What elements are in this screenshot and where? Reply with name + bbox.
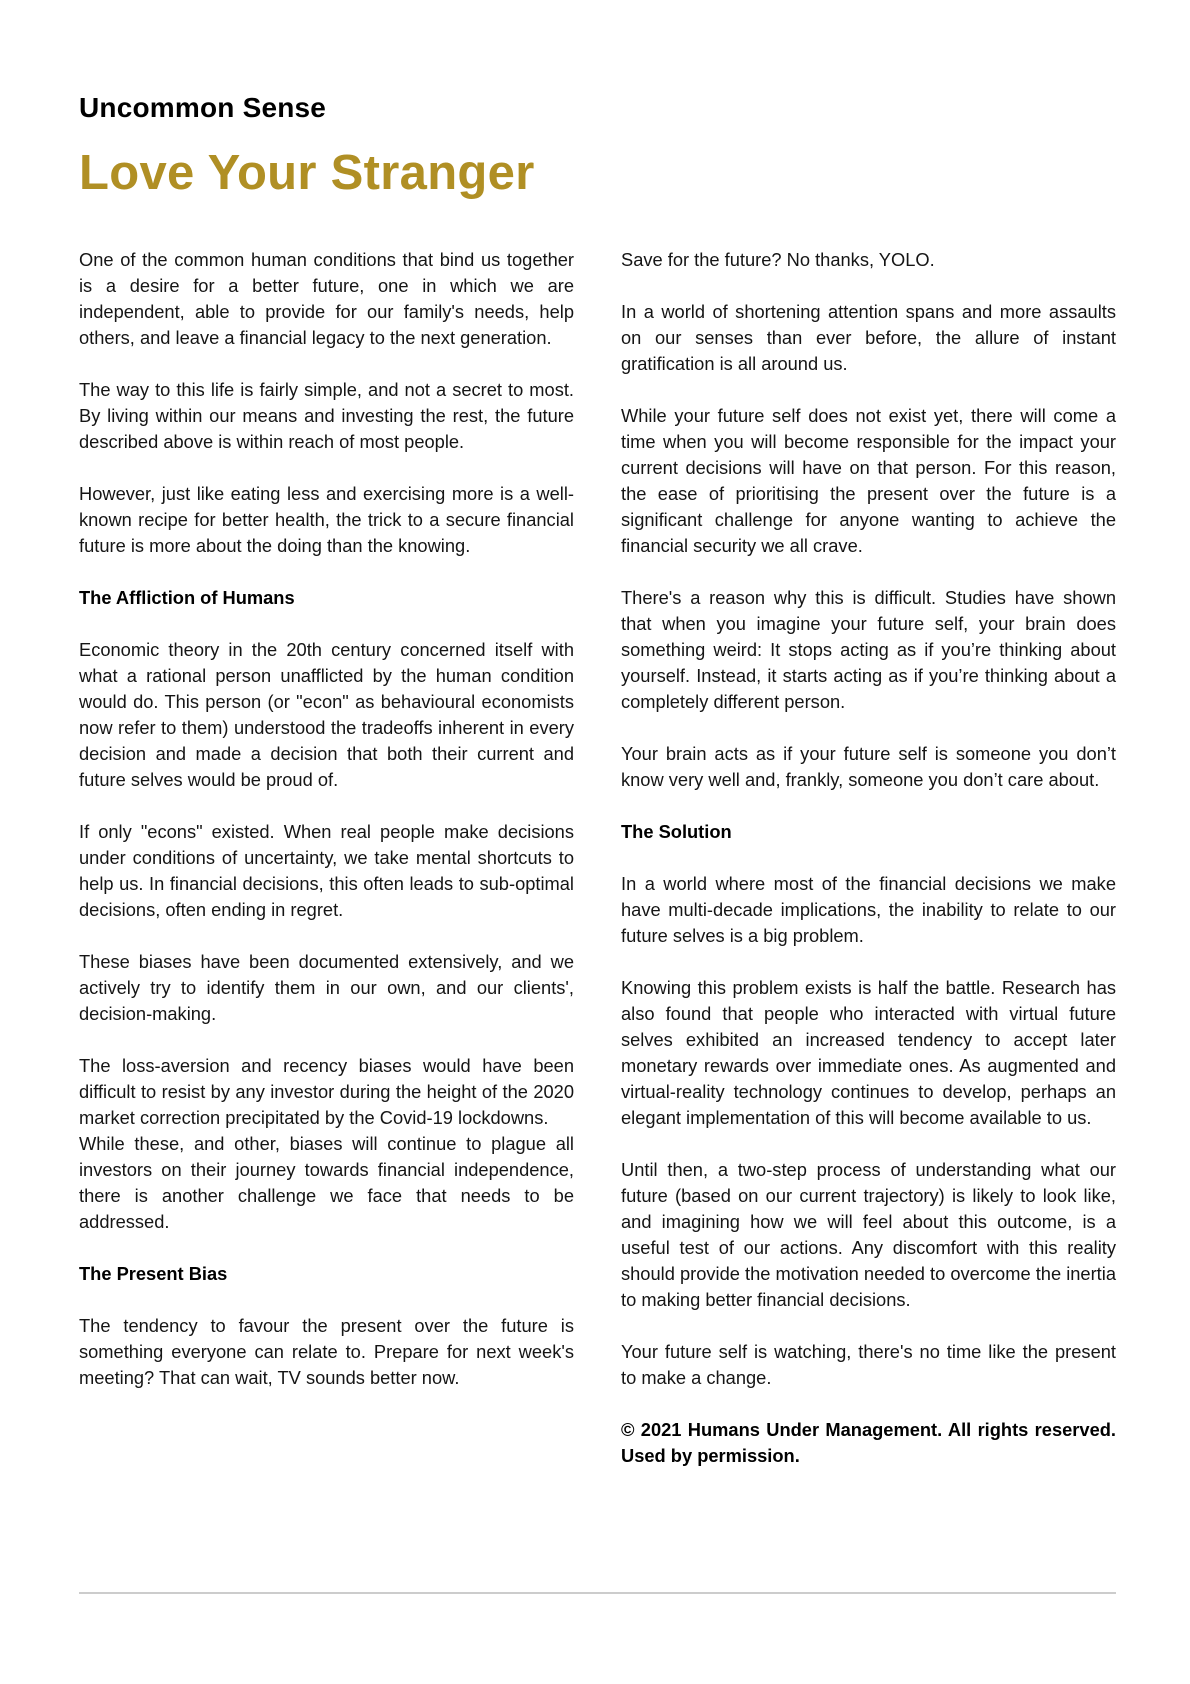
section-heading-present-bias: The Present Bias: [79, 1263, 228, 1284]
article-body: [79, 247, 1116, 1495]
paragraph: However, just like eating less and exercising more is a well-known recipe for better health, the trick to a secure financial future is more about the doing than the knowing.: [79, 483, 574, 556]
paragraph: Economic theory in the 20th century concerned itself with what a rational person unafflicted by the human condition would do. This person (or "econ" as behavioural economists now refer to them) understood the tradeoffs inherent in every decision and made a decision that both their current and future selves would be proud of.: [79, 639, 574, 790]
section-heading-affliction: The Affliction of Humans: [79, 587, 295, 608]
footer-divider: [79, 1592, 1116, 1594]
copyright-notice: © 2021 Humans Under Management. All rights reserved. Used by permission.: [621, 1419, 1116, 1466]
paragraph: These biases have been documented extensively, and we actively try to identify them in our own, and our clients', decision-making.: [79, 951, 574, 1024]
paragraph: In a world where most of the financial decisions we make have multi-decade implications, the inability to relate to our future selves is a big problem.: [621, 873, 1116, 946]
left-column: [79, 247, 574, 1495]
paragraph: The tendency to favour the present over the future is something everyone can relate to. Prepare for next week's meeting? That can wait, TV sounds better now.: [79, 1315, 574, 1388]
paragraph: The loss-aversion and recency biases would have been difficult to resist by any investor during the height of the 2020 market correction precipitated by the Covid-19 lockdowns.: [79, 1055, 574, 1128]
paragraph: Knowing this problem exists is half the battle. Research has also found that people who interacted with virtual future selves exhibited an increased tendency to accept later monetary rewards over immediate ones. As augmented and virtual-reality technology continues to develop, perhaps an elegant implementation of this will become available to us.: [621, 977, 1116, 1128]
paragraph: One of the common human conditions that bind us together is a desire for a better future, one in which we are independent, able to provide for our family's needs, help others, and leave a financial legacy to the next generation.: [79, 249, 574, 348]
right-column: [621, 247, 1116, 1495]
paragraph: While these, and other, biases will continue to plague all investors on their journey towards financial independence, there is another challenge we face that needs to be addressed.: [79, 1133, 574, 1232]
article-title: Love Your Stranger: [79, 146, 535, 200]
paragraph: There's a reason why this is difficult. Studies have shown that when you imagine your future self, your brain does something weird: It stops acting as if you’re thinking about yourself. Instead, it starts acting as if you’re thinking about a completely different person.: [621, 587, 1116, 712]
section-heading-solution: The Solution: [621, 821, 732, 842]
paragraph: In a world of shortening attention spans and more assaults on our senses than ever before, the allure of instant gratification is all around us.: [621, 301, 1116, 374]
paragraph: Your future self is watching, there's no time like the present to make a change.: [621, 1341, 1116, 1388]
paragraph: Until then, a two-step process of understanding what our future (based on our current trajectory) is likely to look like, and imagining how we will feel about this outcome, is a useful test of our actions. Any discomfort with this reality should provide the motivation needed to overcome the inertia to making better financial decisions.: [621, 1159, 1116, 1310]
paragraph: Save for the future? No thanks, YOLO.: [621, 249, 935, 270]
paragraph: Your brain acts as if your future self is someone you don’t know very well and, frankly, someone you don’t care about.: [621, 743, 1116, 790]
column-kicker: Uncommon Sense: [79, 92, 327, 123]
paragraph: While your future self does not exist yet, there will come a time when you will become responsible for the impact your current decisions will have on that person. For this reason, the ease of prioritising the present over the future is a significant challenge for anyone wanting to achieve the financial security we all crave.: [621, 405, 1116, 556]
paragraph: The way to this life is fairly simple, and not a secret to most. By living within our means and investing the rest, the future described above is within reach of most people.: [79, 379, 574, 452]
paragraph: If only "econs" existed. When real people make decisions under conditions of uncertainty, we take mental shortcuts to help us. In financial decisions, this often leads to sub-optimal decisions, often ending in regret.: [79, 821, 574, 920]
